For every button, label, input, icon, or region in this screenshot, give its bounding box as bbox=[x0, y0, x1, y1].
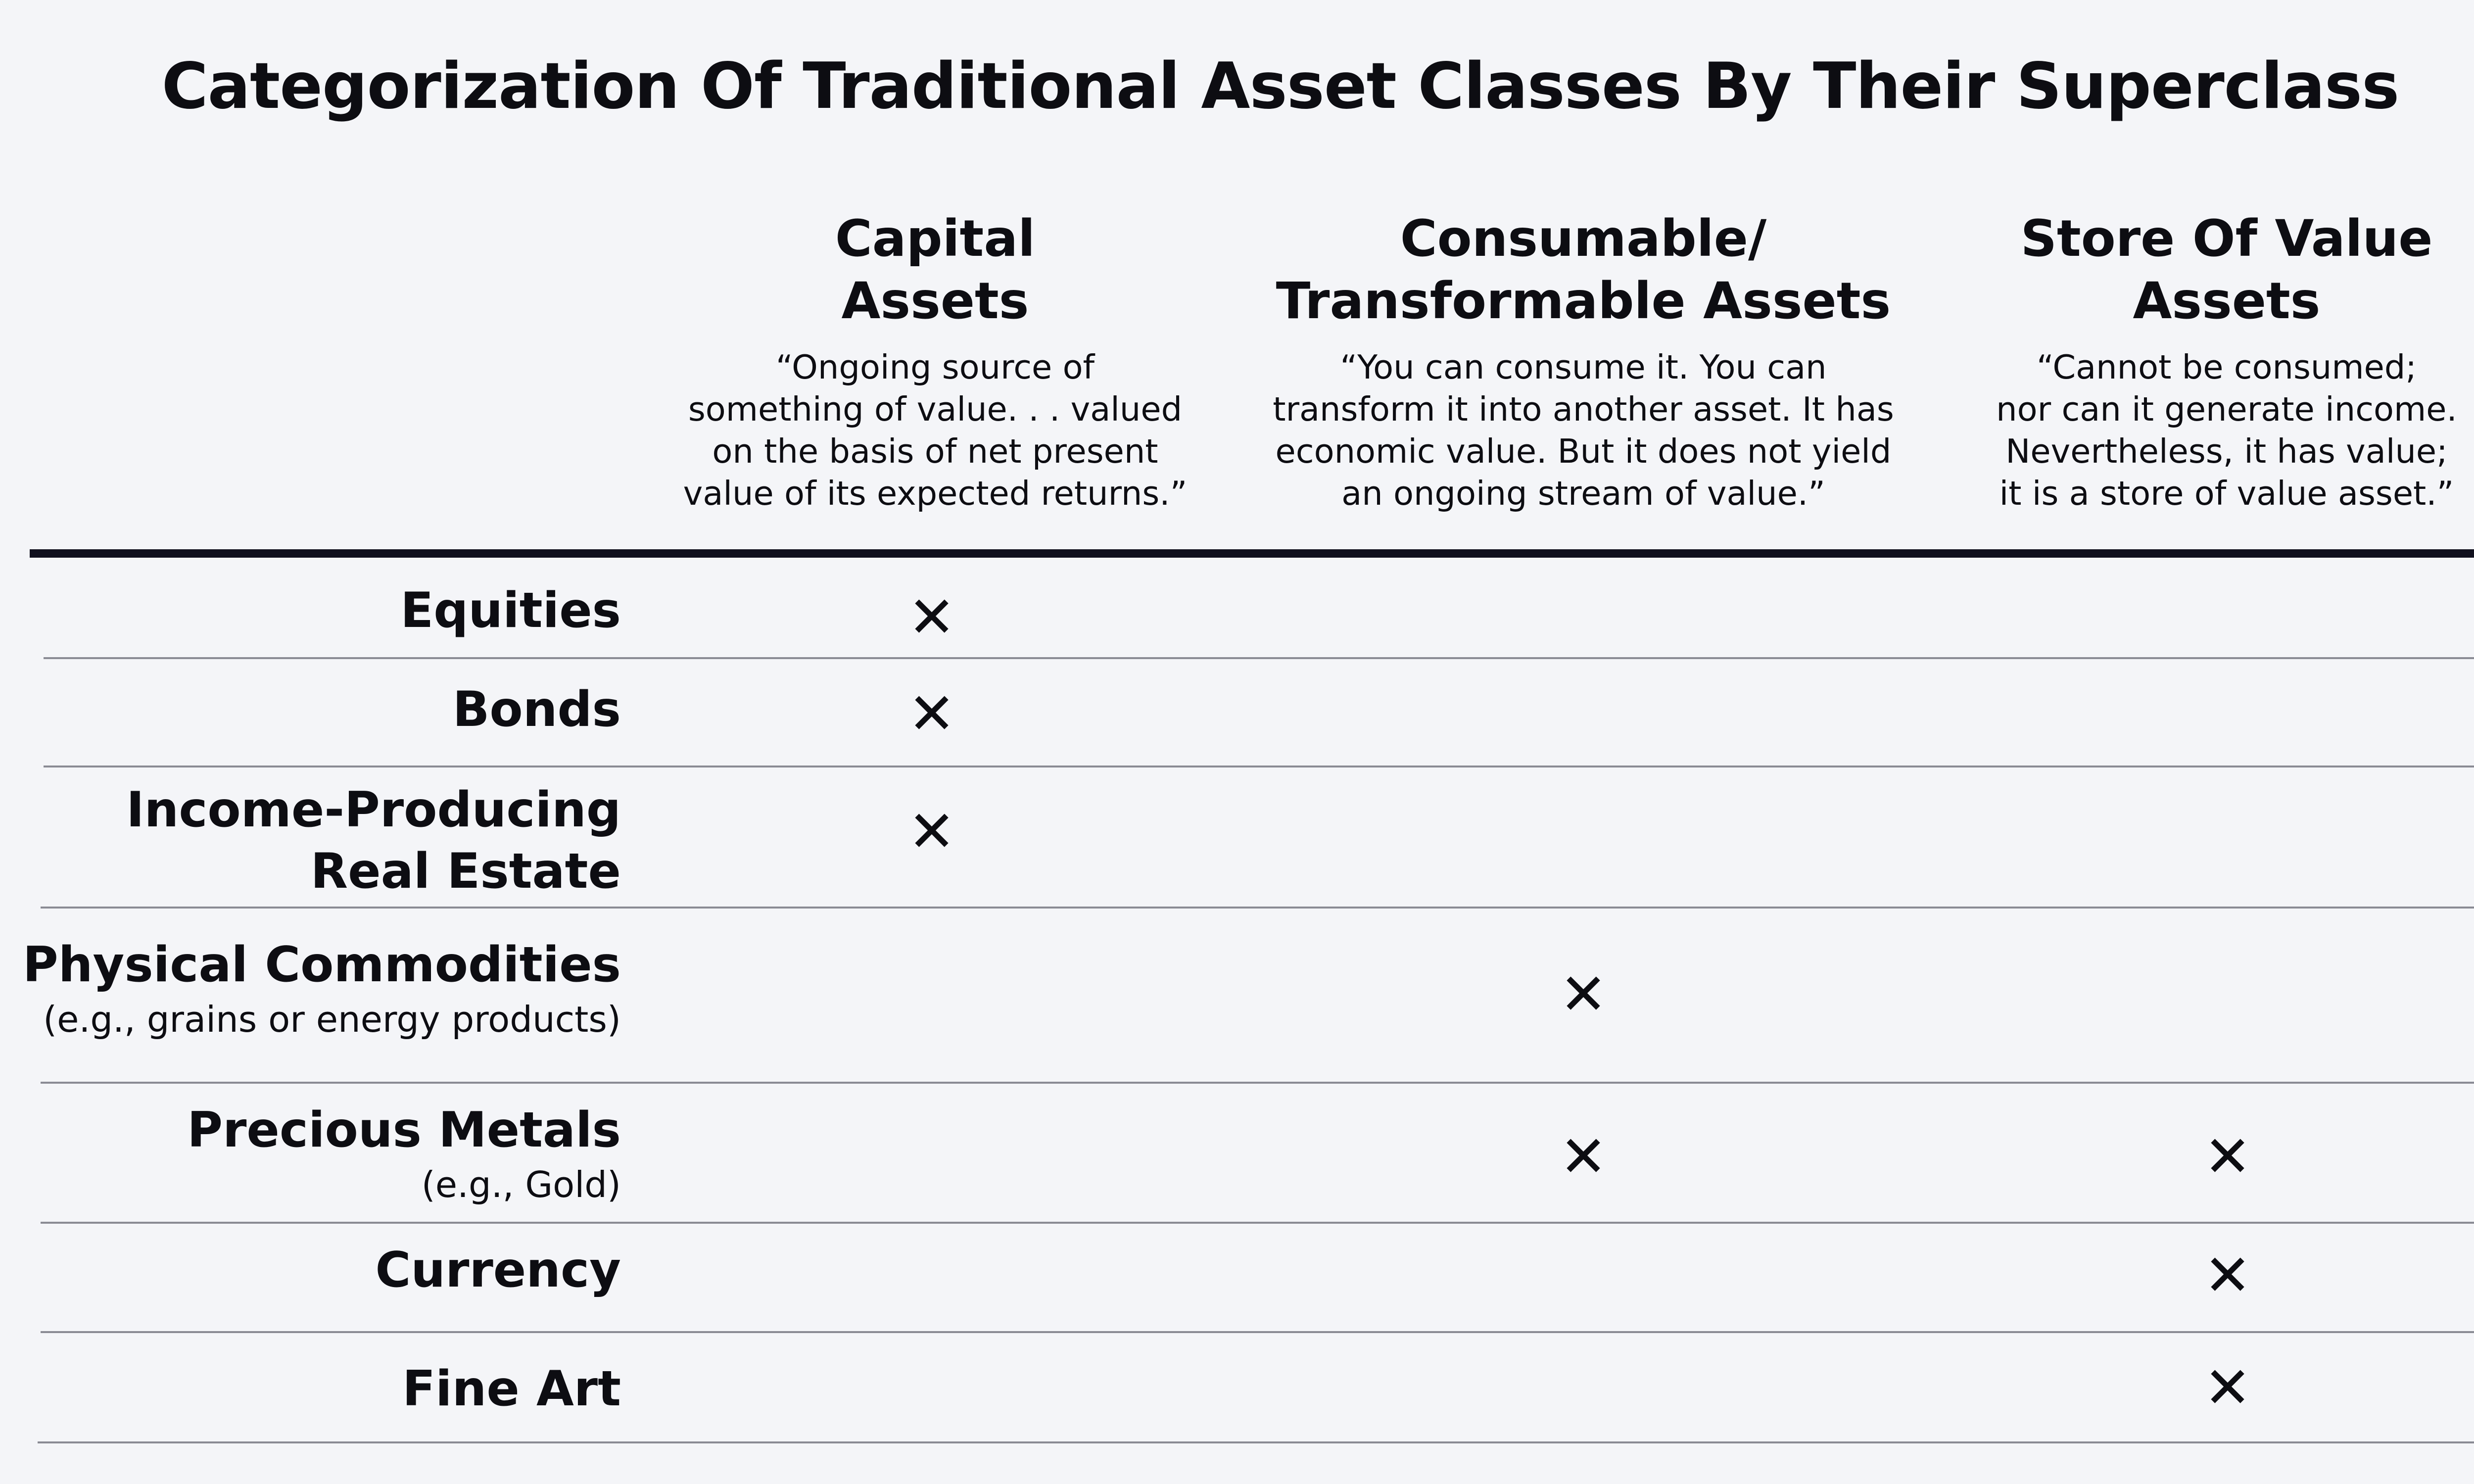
column-description-line: “You can consume it. You can bbox=[1340, 348, 1827, 386]
row-separator bbox=[41, 1331, 2474, 1333]
column-description bbox=[1252, 346, 1915, 515]
row-label-line: Income-Producing bbox=[126, 782, 621, 838]
row-label-fine-art bbox=[402, 1358, 621, 1420]
mark-bonds-capital: ✕ bbox=[907, 681, 956, 747]
row-separator bbox=[41, 1222, 2474, 1224]
row-label-line: Equities bbox=[400, 582, 621, 639]
column-title-line: Transformable Assets bbox=[1276, 272, 1891, 331]
mark-real-estate-capital: ✕ bbox=[907, 799, 956, 865]
column-description-line: “Cannot be consumed; bbox=[2037, 348, 2417, 386]
column-description-line: Nevertheless, it has value; bbox=[2005, 432, 2448, 471]
column-description-line: on the basis of net present bbox=[712, 432, 1158, 471]
row-label-currency bbox=[375, 1240, 621, 1301]
mark-fine-art-store-of-value: ✕ bbox=[2203, 1355, 2252, 1421]
column-description bbox=[1959, 346, 2474, 515]
column-title-line: Assets bbox=[2133, 272, 2321, 331]
row-label-subtext: (e.g., Gold) bbox=[421, 1164, 621, 1205]
column-header-consumable-transformable-assets bbox=[1252, 208, 1915, 515]
column-description-line: transform it into another asset. It has bbox=[1273, 390, 1894, 429]
mark-precious-metals-store-of-value: ✕ bbox=[2203, 1124, 2252, 1190]
row-separator bbox=[44, 657, 2474, 659]
row-label-line: Currency bbox=[375, 1242, 621, 1298]
column-description-line: economic value. But it does not yield bbox=[1275, 432, 1892, 471]
row-label-line: Bonds bbox=[452, 681, 621, 738]
row-label-precious-metals bbox=[187, 1100, 621, 1208]
column-title-line: Consumable/ bbox=[1400, 209, 1767, 268]
row-label-physical-commodities bbox=[23, 934, 621, 1043]
column-title-line: Store Of Value bbox=[2020, 209, 2433, 268]
row-label-subtext: (e.g., grains or energy products) bbox=[43, 999, 621, 1040]
column-description-line: something of value. . . valued bbox=[688, 390, 1183, 429]
mark-currency-store-of-value: ✕ bbox=[2203, 1243, 2252, 1309]
column-title-line: Assets bbox=[841, 272, 1029, 331]
row-label-line: Fine Art bbox=[402, 1361, 621, 1417]
page-title: Categorization Of Traditional Asset Classes By Their Superclass bbox=[161, 49, 2399, 123]
row-label-income-producing-real-estate bbox=[126, 779, 621, 902]
watermark-logo-icon bbox=[2472, 1447, 2474, 1475]
column-description-line: it is a store of value asset.” bbox=[1999, 474, 2454, 513]
column-description-line: nor can it generate income. bbox=[1996, 390, 2457, 429]
mark-commodities-consumable: ✕ bbox=[1559, 961, 1608, 1028]
column-description-line: an ongoing stream of value.” bbox=[1341, 474, 1825, 513]
row-separator bbox=[38, 1441, 2474, 1443]
column-header-store-of-value-assets bbox=[1959, 208, 2474, 515]
row-label-bonds bbox=[453, 679, 621, 740]
row-separator bbox=[41, 1082, 2474, 1084]
column-description bbox=[663, 346, 1207, 515]
row-label-equities bbox=[400, 580, 621, 641]
mark-precious-metals-consumable: ✕ bbox=[1559, 1124, 1608, 1190]
row-label-line: Precious Metals bbox=[187, 1102, 621, 1158]
column-description-line: “Ongoing source of bbox=[775, 348, 1095, 386]
row-separator bbox=[44, 766, 2474, 767]
column-header-capital-assets bbox=[663, 208, 1207, 515]
row-label-line: Physical Commodities bbox=[22, 937, 621, 993]
column-title-line: Capital bbox=[835, 209, 1036, 268]
row-label-line: Real Estate bbox=[310, 843, 621, 900]
mark-equities-capital: ✕ bbox=[907, 584, 956, 651]
row-separator bbox=[41, 907, 2474, 909]
column-description-line: value of its expected returns.” bbox=[683, 474, 1188, 513]
header-divider bbox=[30, 549, 2474, 558]
